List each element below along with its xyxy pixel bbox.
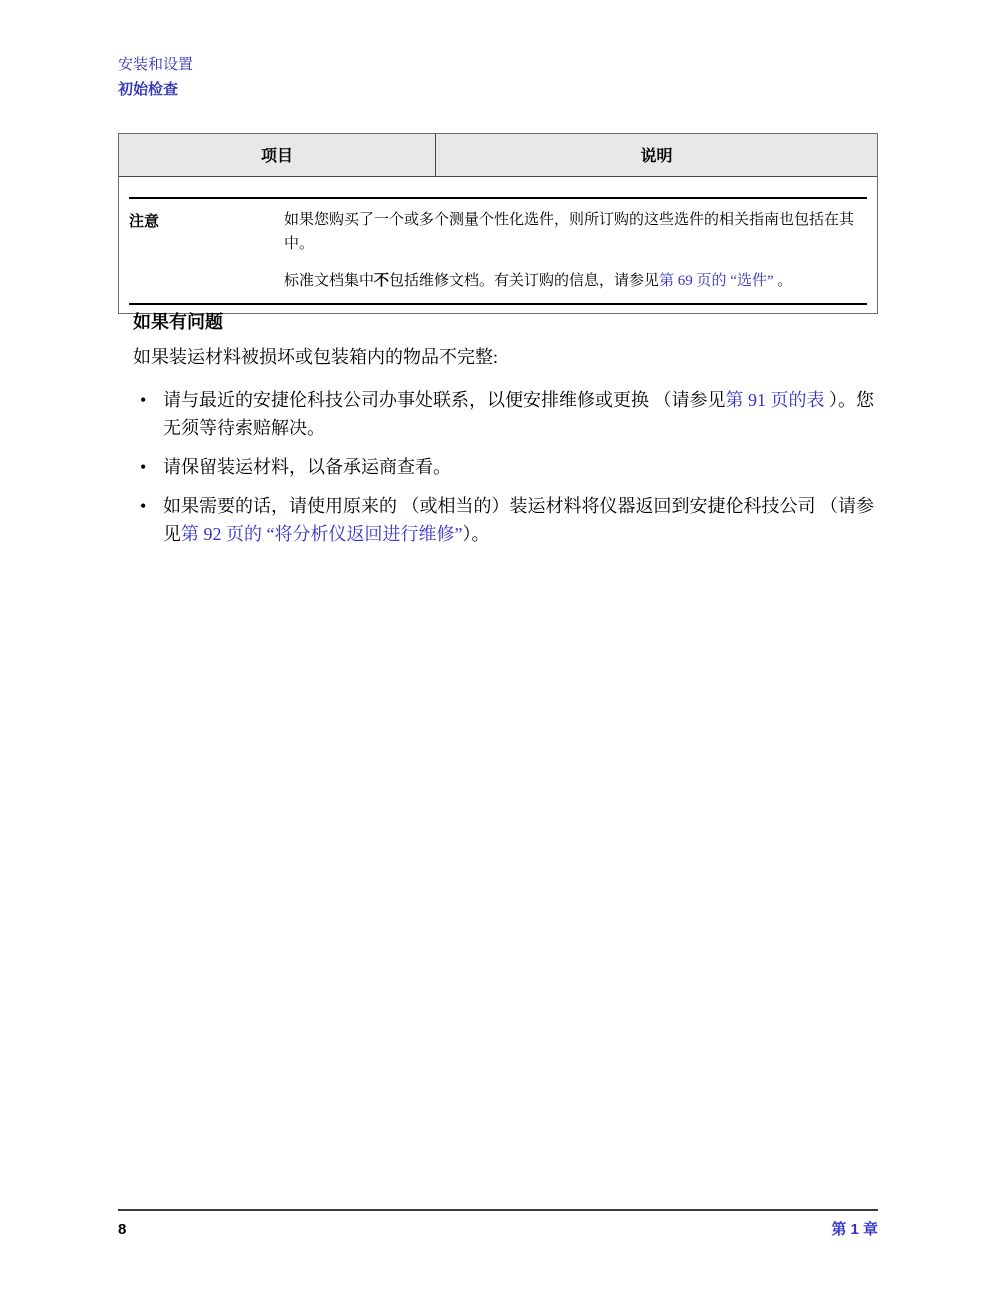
note-label: 注意 — [129, 213, 160, 230]
section-heading: 如果有问题 — [133, 312, 223, 332]
column-header-description: 说明 — [640, 148, 673, 165]
section-if-problem — [133, 310, 879, 559]
bullet-icon: • — [140, 390, 147, 410]
page-number: 8 — [118, 1221, 127, 1238]
bullet-1-text-after: ）。您无须等待索赔解决。 — [163, 390, 874, 438]
breadcrumb — [118, 52, 193, 102]
note-paragraph-2 — [284, 269, 867, 293]
table-row — [129, 199, 867, 293]
bullet-icon: • — [140, 496, 147, 516]
bullet-list — [133, 386, 879, 548]
note-description — [284, 208, 867, 293]
bullet-2-text: 请保留装运材料，以备承运商查看。 — [163, 457, 451, 477]
chapter-label: 第 1 章 — [831, 1221, 878, 1238]
list-item-contact-office — [133, 386, 879, 442]
page-footer — [118, 1209, 878, 1239]
link-page-92-return-analyzer[interactable]: 第 92 页的 “将分析仪返回进行维修” — [181, 524, 463, 544]
note-paragraph-2-prefix: 标准文档集中 — [284, 273, 375, 289]
list-item-return-instrument — [133, 492, 879, 548]
link-page-91-table[interactable]: 第 91 页的表 — [725, 390, 825, 410]
bullet-icon: • — [140, 457, 147, 477]
table-body — [119, 197, 877, 313]
section-intro: 如果装运材料被损坏或包装箱内的物品不完整: — [133, 347, 498, 367]
list-item-keep-materials — [133, 453, 879, 481]
breadcrumb-chapter-title: 安装和设置 — [118, 56, 194, 73]
note-paragraph-2-suffix: 。 — [773, 273, 793, 289]
note-paragraph-2-mid: 包括维修文档。有关订购的信息，请参见 — [389, 273, 660, 289]
items-table — [118, 133, 878, 314]
breadcrumb-section-title: 初始检查 — [118, 81, 179, 98]
bullet-3-text-after: ）。 — [462, 524, 490, 544]
link-page-69-options[interactable]: 第 69 页的 “选件” — [659, 273, 774, 289]
table-header-row — [119, 134, 877, 177]
column-header-item: 项目 — [119, 134, 436, 176]
bullet-1-text: 请与最近的安捷伦科技公司办事处联系，以便安排维修或更换 （请参见 — [163, 390, 726, 410]
note-paragraph-2-bold: 不 — [374, 273, 390, 289]
table-rule-bottom — [129, 303, 867, 305]
note-paragraph-1: 如果您购买了一个或多个测量个性化选件，则所订购的这些选件的相关指南也包括在其中。 — [284, 212, 855, 252]
bullet-3-text: 如果需要的话，请使用原来的 （或相当的）装运材料将仪器返回到安捷伦科技公司 （请参见 — [163, 496, 874, 544]
